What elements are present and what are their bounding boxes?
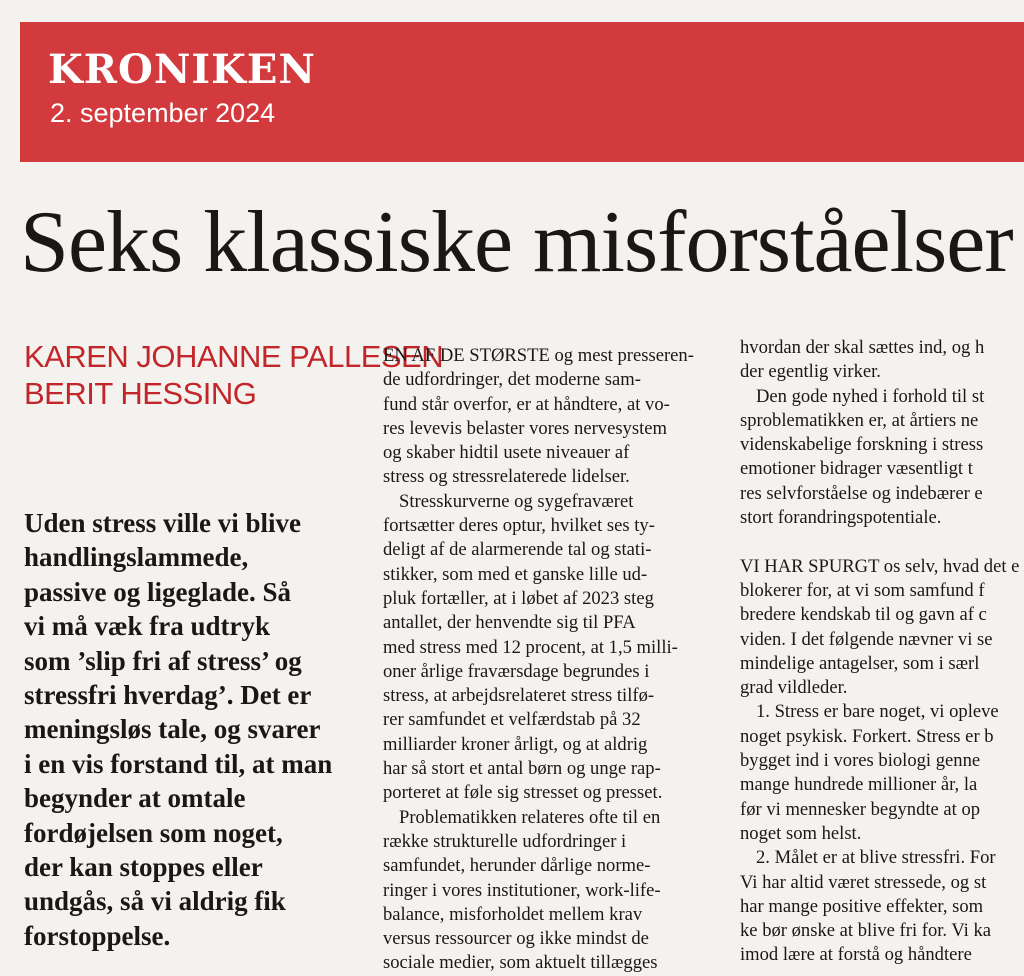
body-line: før vi mennesker begyndte at op	[740, 798, 981, 820]
body-line: porteret at føle sig stresset og presset.	[383, 782, 663, 804]
headline: Seks klassiske misforståelser	[20, 194, 1013, 291]
body-line: med stress med 12 procent, at 1,5 milli-	[383, 636, 678, 658]
body-line: noget som helst.	[740, 822, 862, 844]
body-line: blokerer for, at vi som samfund f	[740, 579, 985, 601]
body-line: mindelige antagelser, som i særl	[740, 652, 980, 674]
body-line	[740, 530, 1024, 554]
lead-paragraph	[24, 506, 364, 953]
body-line: 2. Målet er at blive stressfri. For	[756, 847, 996, 869]
body-line: Stresskurverne og sygefraværet	[399, 490, 634, 512]
body-line: mange hundrede millioner år, la	[740, 774, 978, 796]
lead-line: fordøjelsen som noget,	[24, 817, 283, 848]
lead-line: forstoppelse.	[24, 920, 171, 951]
body-line: res levevis belaster vores nervesystem	[383, 417, 667, 439]
lead-line: i en vis forstand til, at man	[24, 748, 333, 779]
section-title: KRONIKEN	[48, 46, 316, 93]
body-line: ringer i vores institutioner, work-life-	[383, 879, 661, 901]
body-line: emotioner bidrager væsentligt t	[740, 458, 973, 480]
body-line: oner årlige fraværsdage begrundes i	[383, 660, 650, 682]
body-line: fund står overfor, er at håndtere, at vo-	[383, 393, 670, 415]
body-line: grad vildleder.	[740, 677, 848, 699]
body-line: 1. Stress er bare noget, vi opleve	[756, 701, 999, 723]
body-line: stikker, som med et ganske lille ud-	[383, 563, 648, 585]
body-line: stress og stressrelaterede lidelser.	[383, 466, 630, 488]
section-banner	[20, 22, 1024, 162]
body-line: Vi har altid været stressede, og st	[740, 871, 987, 893]
body-line: bredere kendskab til og gavn af c	[740, 604, 987, 626]
author-name: BERIT HESSING	[24, 376, 257, 411]
body-line: bygget ind i vores biologi genne	[740, 750, 981, 772]
lead-line: som ’slip fri af stress’ og	[24, 645, 302, 676]
lead-line: meningsløs tale, og svarer	[24, 714, 321, 745]
body-line: EN AF DE STØRSTE og mest presseren-	[383, 345, 694, 366]
body-line: ke bør ønske at blive fri for. Vi ka	[740, 920, 992, 942]
body-line: res selvforståelse og indebærer e	[740, 482, 983, 504]
body-line: række strukturelle udfordringer i	[383, 830, 627, 852]
body-line: sproblematikken er, at årtiers ne	[740, 409, 979, 431]
body-column-2	[383, 344, 713, 976]
body-line: stort forandringspotentiale.	[740, 507, 942, 529]
lead-line: stressfri hverdag’. Det er	[24, 680, 312, 711]
body-line: samfundet, herunder dårlige norme-	[383, 855, 651, 877]
lead-line: Uden stress ville vi blive	[24, 508, 302, 538]
lead-line: handlingslammede,	[24, 542, 249, 573]
body-line: stress, at arbejdsrelateret stress tilfø-	[383, 685, 655, 707]
body-line: noget psykisk. Forkert. Stress er b	[740, 725, 994, 747]
body-line: imod lære at forstå og håndtere	[740, 944, 972, 966]
body-line: Problematikken relateres ofte til en	[399, 806, 661, 828]
body-line: versus ressourcer og ikke mindst de	[383, 928, 649, 950]
body-line: har så stort et antal børn og unge rap-	[383, 758, 661, 780]
body-line: der egentlig virker.	[740, 361, 881, 383]
body-line: og skaber hidtil usete niveauer af	[383, 442, 630, 464]
body-line: balance, misforholdet mellem krav	[383, 903, 643, 925]
body-column-3	[740, 336, 1024, 968]
body-line: milliarder kroner årligt, og at aldrig	[383, 733, 648, 755]
lead-line: der kan stoppes eller	[24, 852, 263, 883]
body-line: rer samfundet et velfærdstab på 32	[383, 709, 641, 731]
publication-date: 2. september 2024	[50, 98, 276, 128]
body-line: sociale medier, som aktuelt tillægges	[383, 952, 658, 974]
body-line: fortsætter deres optur, hvilket ses ty-	[383, 515, 655, 537]
lead-line: begynder at omtale	[24, 783, 246, 814]
lead-line: passive og ligeglade. Så	[24, 576, 292, 607]
lead-line: undgås, så vi aldrig fik	[24, 886, 286, 917]
body-line: deligt af de alarmerende tal og stati-	[383, 539, 652, 561]
body-line: antallet, der henvendte sig til PFA	[383, 612, 636, 634]
body-line: VI HAR SPURGT os selv, hvad det e	[740, 555, 1020, 577]
body-line: hvordan der skal sættes ind, og h	[740, 337, 985, 358]
author-name: KAREN JOHANNE PALLESEN	[24, 339, 444, 374]
body-line: Den gode nyhed i forhold til st	[756, 385, 985, 407]
body-line: har mange positive effekter, som	[740, 895, 984, 917]
body-line: viden. I det følgende nævner vi se	[740, 628, 993, 650]
body-line: videnskabelige forskning i stress	[740, 434, 984, 456]
lead-line: vi må væk fra udtryk	[24, 611, 271, 642]
body-line: pluk fortæller, at i løbet af 2023 steg	[383, 587, 654, 609]
body-line: de udfordringer, det moderne sam-	[383, 369, 641, 391]
byline	[24, 338, 443, 412]
